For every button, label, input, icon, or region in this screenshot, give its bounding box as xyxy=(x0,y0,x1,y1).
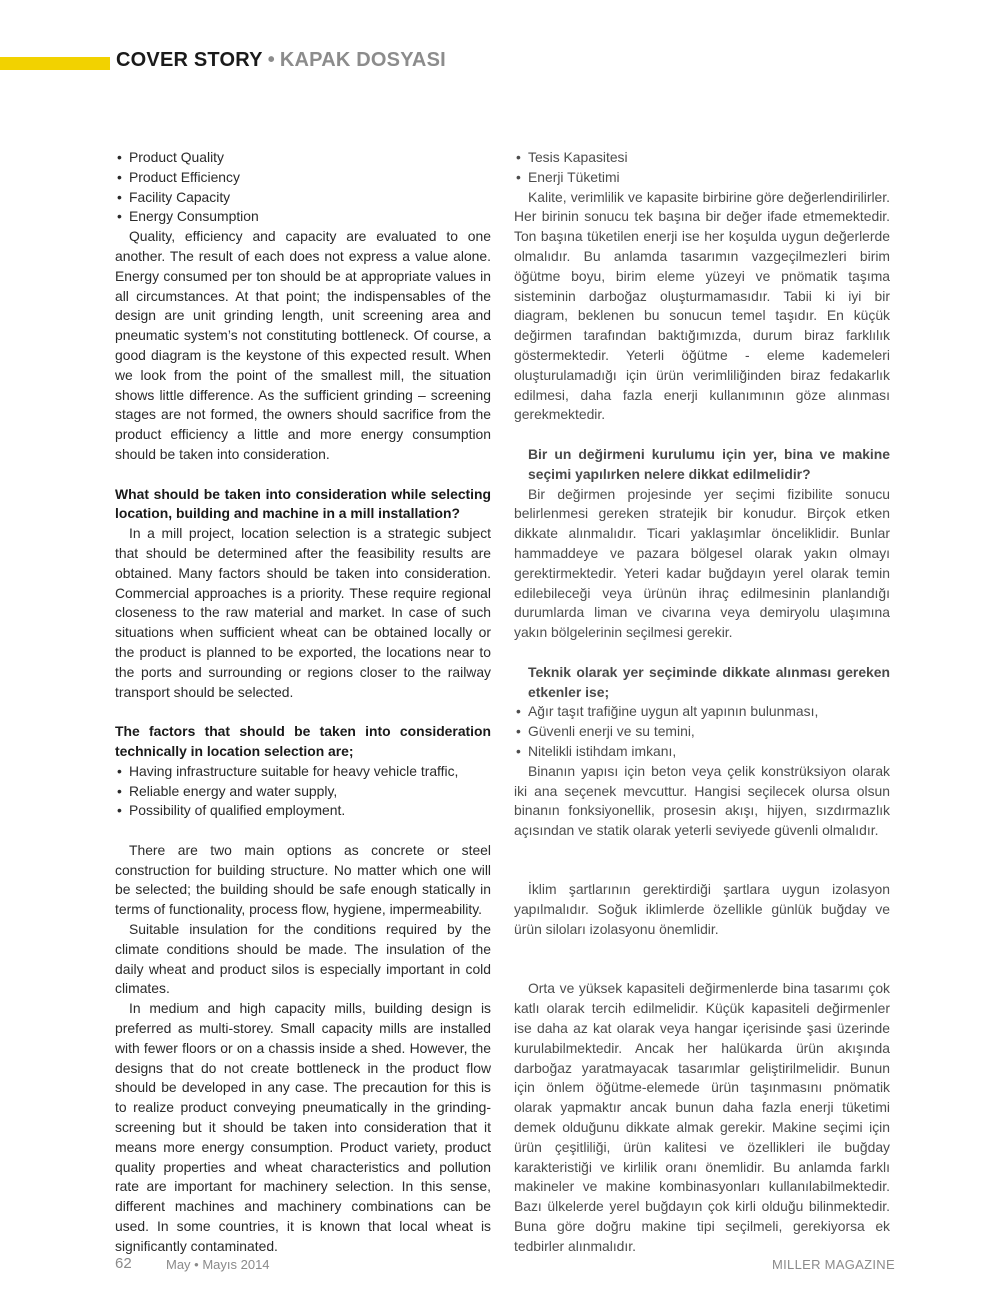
quality-criteria-list-tr xyxy=(514,148,890,188)
list-item: • Possibility of qualified employment. xyxy=(115,801,491,821)
list-item: • Product Quality xyxy=(115,148,491,168)
english-column xyxy=(115,148,491,1257)
list-item: • Reliable energy and water supply, xyxy=(115,782,491,802)
header-accent-bar xyxy=(0,57,110,70)
section-header xyxy=(116,49,446,72)
body-paragraph: In a mill project, location selection is a strategic subject that should be determined after the feasibility results are obtained. Many factors should be taken into consideration. Commercial approaches is a priority. These require regional closeness to the raw material and market. In case of such situations when sufficient wheat can be obtained locally or the product is planned to be exported, the locations near to the ports and surrounding or regions closer to the railway transport should be selected. xyxy=(115,525,491,700)
list-item: • Product Efficiency xyxy=(115,168,491,188)
body-paragraph: Bir değirmen projesinde yer seçimi fizibilite sonucu belirlenmesi gereken stratejik bir konudur. Birçok etken dikkate alınmalıdır. Ticari yaklaşımlar önceliklidir. Bunlar hammaddeye ve pazara bölgesel olarak yakın olmayı gerektirmektedir. Yeteri kadar buğdayın yerel olarak temin edilebileceği veya ürünün ihraç edilmesinin planlandığı durumlarda liman ve civarına veya demiryolu ulaşımına yakın bölgelerinin seçilmesi gerekir. xyxy=(514,485,890,641)
question-heading: Bir un değirmeni kurulumu için yer, bina ve makine seçimi yapılırken nelere dikkat edilmelidir? xyxy=(528,445,890,482)
list-item: • Enerji Tüketimi xyxy=(514,168,890,188)
body-paragraph: There are two main options as concrete or steel construction for building structure. No matter which one will be selected; the building should be safe enough statically in terms of functionality, process flow, hygiene, impermeability. xyxy=(115,841,491,918)
list-item: • Güvenli enerji ve su temini, xyxy=(514,722,890,742)
list-item: • Ağır taşıt trafiğine uygun alt yapının bulunması, xyxy=(514,702,890,722)
magazine-name: MILLER MAGAZINE xyxy=(772,1257,895,1272)
body-paragraph: İklim şartlarının gerektirdiği şartlara uygun izolasyon yapılmalıdır. Soğuk iklimlerde özellikle günlük buğday ve ürün siloları izolasyonu önemlidir. xyxy=(514,881,890,938)
body-paragraph: Suitable insulation for the conditions required by the climate conditions should be made. The insulation of the daily wheat and product silos is especially important in cold climates. xyxy=(115,921,491,997)
section-title-tr: KAPAK DOSYASI xyxy=(279,49,446,71)
list-item: • Tesis Kapasitesi xyxy=(514,148,890,168)
quality-criteria-list xyxy=(115,148,491,227)
page-number: 62 xyxy=(115,1255,132,1272)
body-paragraph: Quality, efficiency and capacity are evaluated to one another. The result of each does not express a value alone. Energy consumed per ton should be at appropriate values in all circumstances. At that point; the indispensables of the design are unit grinding length, unit screening area and pneumatic system’s not constituting bottleneck. Of course, a good diagram is the keystone of this expected result. When we look from the point of the smallest mill, the situation shows little difference. As the sufficient grinding – screening stages are not formed, the owners should sacrifice from the product efficiency a little and more energy consumption should be taken into consideration. xyxy=(115,228,491,462)
question-heading: What should be taken into consideration while selecting location, building and machine in a mill installation? xyxy=(115,485,491,522)
list-item: • Having infrastructure suitable for heavy vehicle traffic, xyxy=(115,762,491,782)
subheading: Teknik olarak yer seçiminde dikkate alınması gereken etkenler ise; xyxy=(528,663,890,700)
body-paragraph: Orta ve yüksek kapasiteli değirmenlerde bina tasarımı çok katlı olarak tercih edilmelidir. Küçük kapasiteli değirmenler ise daha az kat olarak veya hangar içerisinde şasi üzerinde kurulabilmektedir. Ancak her halükarda ürün akışında darboğaz yaratmayacak tasarımlar geliştirilmelidir. Bunun için önlem öğütme-elemede ürün taşınmasını pnömatik olarak yapmaktır ancak bunun daha fazla enerji tüketimi demek olduğunu dikkate almak gerekir. Makine seçimi için ürün çeşitliliği, ürün kalitesi ve özellikleri ile buğday karakteristiği ve kirlilik oranı önemlidir. Bu anlamda farklı makineler ve makine kombinasyonları kullanılabilmektedir. Bazı ülkelerde yerel buğdayın çok kirli olduğu bilinmektedir. Buna göre doğru makine tipi seçilmeli, gerekiyorsa ek tedbirler alınmalıdır. xyxy=(514,980,890,1254)
section-title-en: COVER STORY xyxy=(116,49,263,71)
subheading: The factors that should be taken into consideration technically in location selection are; xyxy=(115,723,491,759)
issue-date: May • Mayıs 2014 xyxy=(166,1257,270,1272)
location-factors-list xyxy=(115,762,491,821)
location-factors-list-tr xyxy=(514,702,890,761)
turkish-column xyxy=(514,148,890,1257)
body-paragraph: Kalite, verimlilik ve kapasite birbirine göre değerlendirilirler. Her birinin sonucu tek başına bir değer ifade etmemektedir. Ton başına tüketilen enerji ise her koşulda uygun değerlerde olmalıdır. Bu anlamda tasarımın vazgeçilmezleri birim öğütme boyu, birim eleme yüzeyi ve pnömatik taşıma sisteminin darboğaz oluşturmamasıdır. Tabii ki iyi bir diagram, beklenen bu sonucun temel taşıdır. En küçük değirmen tarafından baktığımızda, durum biraz farklılık göstermektedir. Yeterli öğütme - eleme kademeleri oluşturulamadığı için ürün verimliliğinden biraz fedakarlık edilmesi, daha fazla enerji kullanımının göze alınması gerekmektedir. xyxy=(514,188,890,423)
list-item: • Nitelikli istihdam imkanı, xyxy=(514,742,890,762)
body-paragraph: Binanın yapısı için beton veya çelik konstrüksiyon olarak iki ana seçenek mevcuttur. Hangisi seçilecek olursa olsun binanın fonksiyonellik, prosesin akışı, hijyen, sızdırmazlık açısından ve statik olarak yeterli seviyede güvenli olmalıdır. xyxy=(514,762,890,839)
list-item: • Energy Consumption xyxy=(115,207,491,227)
body-paragraph: In medium and high capacity mills, building design is preferred as multi-storey. Small capacity mills are installed with fewer floors or on a chassis inside a shed. However, the designs that do not create bottleneck in the product flow should be developed in any case. The precaution for this is to realize product conveying pneumatically in the grinding-screening but it should be taken into consideration that it means more energy consumption. Product variety, product quality properties and wheat characteristics and pollution rate are important for machinery selection. In this sense, different machines and machinery combinations can be used. In some countries, it is known that local wheat is significantly contaminated. xyxy=(115,1000,491,1254)
list-item: • Facility Capacity xyxy=(115,188,491,208)
section-title-separator: • xyxy=(267,49,275,71)
